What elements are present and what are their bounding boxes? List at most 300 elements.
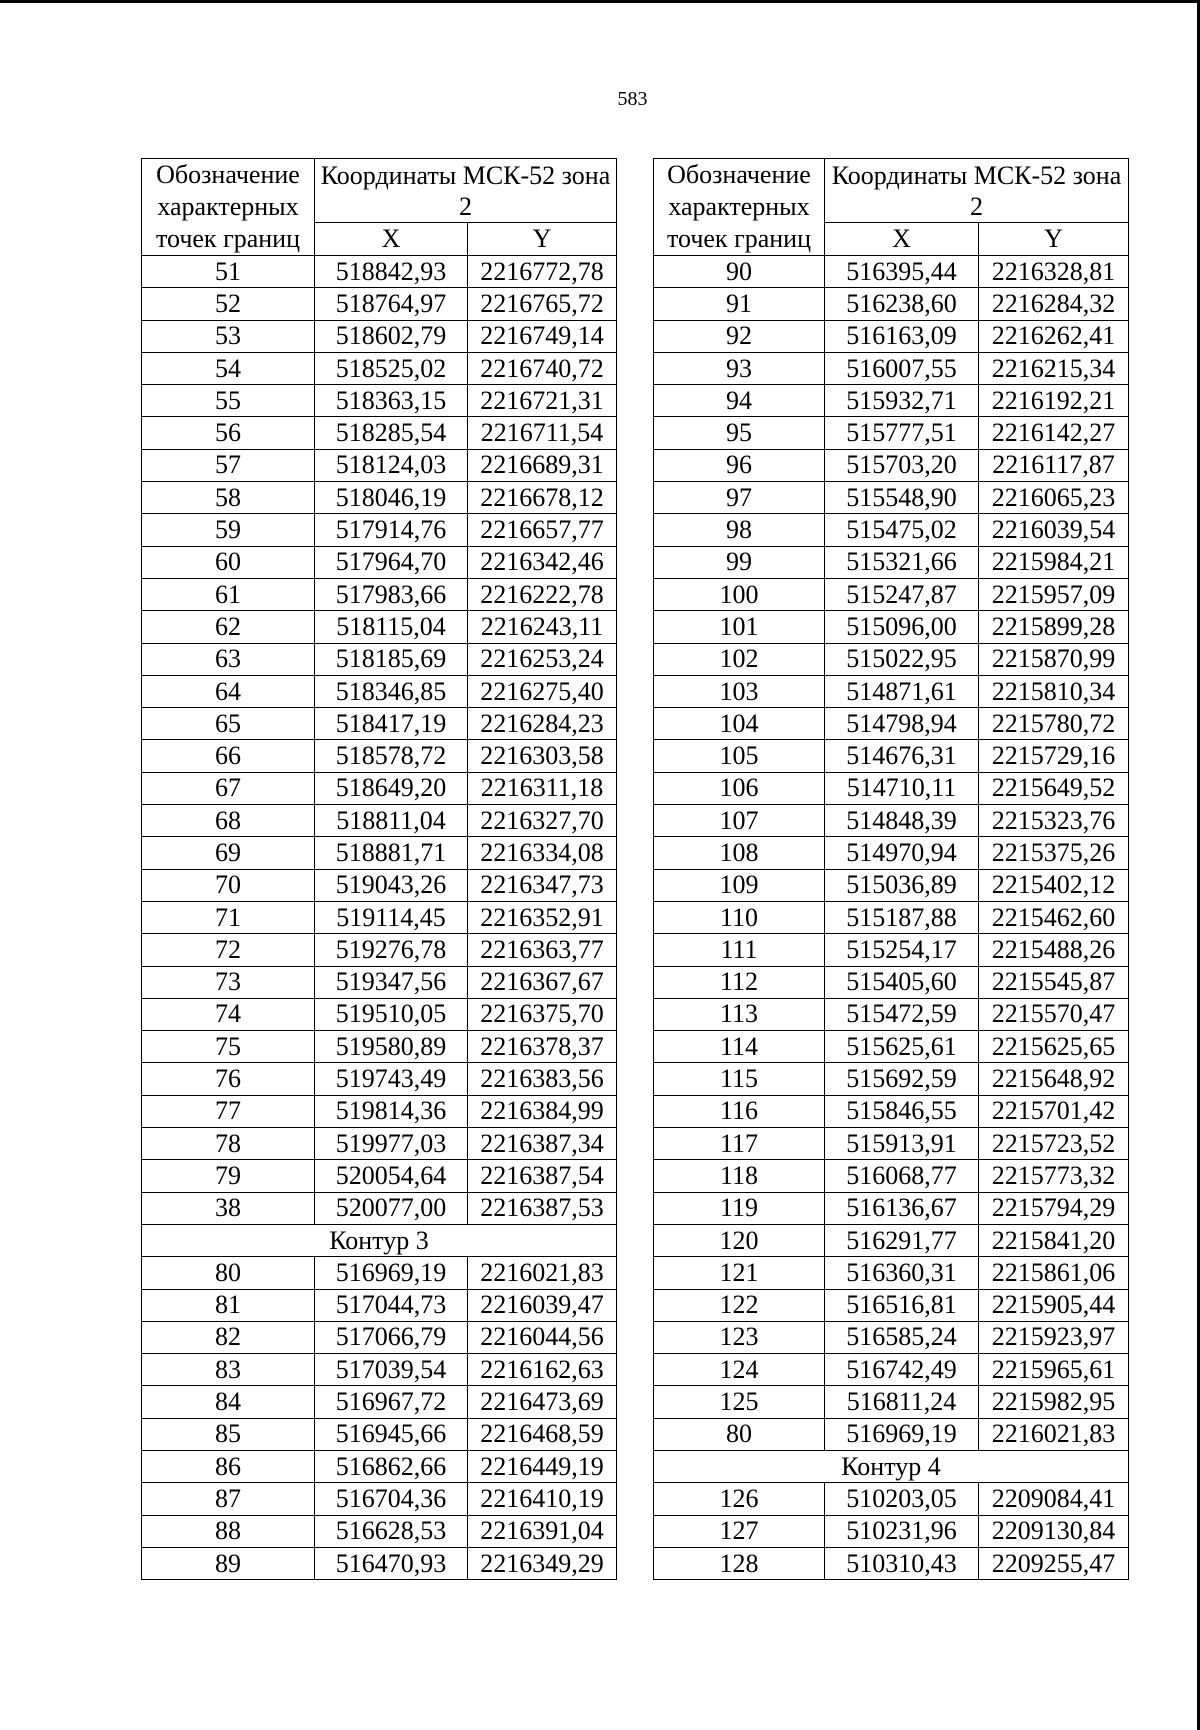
table-row xyxy=(654,1128,1129,1160)
x-cell: 515548,90 xyxy=(825,482,979,514)
y-cell: 2216468,59 xyxy=(468,1418,617,1450)
table-row xyxy=(142,320,617,352)
x-cell: 516969,19 xyxy=(315,1257,468,1289)
x-column-header: X xyxy=(315,223,468,256)
x-cell: 518124,03 xyxy=(315,449,468,481)
point-cell: 85 xyxy=(142,1418,315,1450)
y-cell: 2216328,81 xyxy=(979,256,1129,288)
x-cell: 515846,55 xyxy=(825,1095,979,1127)
point-cell: 86 xyxy=(142,1450,315,1482)
table-row xyxy=(142,352,617,384)
x-cell: 518417,19 xyxy=(315,708,468,740)
y-cell: 2216383,56 xyxy=(468,1063,617,1095)
point-cell: 104 xyxy=(654,708,825,740)
y-cell: 2216039,54 xyxy=(979,514,1129,546)
point-cell: 68 xyxy=(142,805,315,837)
section-row xyxy=(654,1450,1129,1482)
point-cell: 92 xyxy=(654,320,825,352)
x-cell: 518764,97 xyxy=(315,288,468,320)
point-cell: 84 xyxy=(142,1386,315,1418)
y-cell: 2216387,53 xyxy=(468,1192,617,1224)
table-row xyxy=(654,901,1129,933)
x-cell: 520054,64 xyxy=(315,1160,468,1192)
point-cell: 78 xyxy=(142,1128,315,1160)
y-cell: 2215923,97 xyxy=(979,1321,1129,1353)
y-cell: 2216349,29 xyxy=(468,1547,617,1579)
point-cell: 38 xyxy=(142,1192,315,1224)
x-cell: 514848,39 xyxy=(825,805,979,837)
point-cell: 115 xyxy=(654,1063,825,1095)
y-cell: 2216352,91 xyxy=(468,901,617,933)
x-cell: 516136,67 xyxy=(825,1192,979,1224)
y-cell: 2216262,41 xyxy=(979,320,1129,352)
point-cell: 112 xyxy=(654,966,825,998)
point-cell: 55 xyxy=(142,385,315,417)
point-cell: 91 xyxy=(654,288,825,320)
table-row xyxy=(654,675,1129,707)
point-cell: 119 xyxy=(654,1192,825,1224)
y-cell: 2215841,20 xyxy=(979,1224,1129,1256)
table-row xyxy=(142,1515,617,1547)
y-cell: 2215701,42 xyxy=(979,1095,1129,1127)
table-row xyxy=(142,385,617,417)
point-cell: 60 xyxy=(142,546,315,578)
y-cell: 2216243,11 xyxy=(468,611,617,643)
y-cell: 2215402,12 xyxy=(979,869,1129,901)
y-cell: 2216689,31 xyxy=(468,449,617,481)
x-cell: 516516,81 xyxy=(825,1289,979,1321)
y-cell: 2216387,34 xyxy=(468,1128,617,1160)
point-cell: 69 xyxy=(142,837,315,869)
table-row xyxy=(142,740,617,772)
x-cell: 515932,71 xyxy=(825,385,979,417)
y-cell: 2216253,24 xyxy=(468,643,617,675)
point-cell: 72 xyxy=(142,934,315,966)
x-cell: 516811,24 xyxy=(825,1386,979,1418)
y-cell: 2216721,31 xyxy=(468,385,617,417)
table-row xyxy=(142,1386,617,1418)
point-cell: 127 xyxy=(654,1515,825,1547)
y-cell: 2216192,21 xyxy=(979,385,1129,417)
table-row xyxy=(654,1257,1129,1289)
table-row xyxy=(142,256,617,288)
x-cell: 519977,03 xyxy=(315,1128,468,1160)
x-cell: 518185,69 xyxy=(315,643,468,675)
point-cell: 123 xyxy=(654,1321,825,1353)
point-cell: 117 xyxy=(654,1128,825,1160)
y-cell: 2215649,52 xyxy=(979,772,1129,804)
table-row xyxy=(142,1063,617,1095)
y-cell: 2215625,65 xyxy=(979,1031,1129,1063)
point-cell: 61 xyxy=(142,578,315,610)
table-row xyxy=(654,1515,1129,1547)
table-row xyxy=(654,1289,1129,1321)
point-cell: 87 xyxy=(142,1483,315,1515)
table-row xyxy=(654,740,1129,772)
point-cell: 100 xyxy=(654,578,825,610)
x-cell: 510310,43 xyxy=(825,1547,979,1579)
point-cell: 94 xyxy=(654,385,825,417)
table-row xyxy=(654,1192,1129,1224)
y-cell: 2216284,23 xyxy=(468,708,617,740)
y-column-header: Y xyxy=(979,223,1129,256)
x-cell: 516628,53 xyxy=(315,1515,468,1547)
table-row xyxy=(654,1063,1129,1095)
y-cell: 2216021,83 xyxy=(979,1418,1129,1450)
point-cell: 89 xyxy=(142,1547,315,1579)
table-row xyxy=(142,1289,617,1321)
x-cell: 514710,11 xyxy=(825,772,979,804)
table-row xyxy=(654,578,1129,610)
point-cell: 62 xyxy=(142,611,315,643)
point-cell: 93 xyxy=(654,352,825,384)
x-cell: 517914,76 xyxy=(315,514,468,546)
y-cell: 2215984,21 xyxy=(979,546,1129,578)
coords-column-header: Координаты МСК-52 зона 2 xyxy=(825,159,1129,223)
table-row xyxy=(654,869,1129,901)
y-cell: 2215488,26 xyxy=(979,934,1129,966)
y-cell: 2216142,27 xyxy=(979,417,1129,449)
table-body-left xyxy=(142,159,617,1580)
table-row xyxy=(654,1031,1129,1063)
x-cell: 520077,00 xyxy=(315,1192,468,1224)
y-cell: 2216065,23 xyxy=(979,482,1129,514)
point-cell: 80 xyxy=(142,1257,315,1289)
section-title: Контур 3 xyxy=(142,1224,617,1256)
x-cell: 519580,89 xyxy=(315,1031,468,1063)
x-cell: 518602,79 xyxy=(315,320,468,352)
point-cell: 58 xyxy=(142,482,315,514)
point-cell: 70 xyxy=(142,869,315,901)
table-row xyxy=(654,643,1129,675)
x-cell: 510231,96 xyxy=(825,1515,979,1547)
table-row xyxy=(142,998,617,1030)
x-cell: 516163,09 xyxy=(825,320,979,352)
x-cell: 517044,73 xyxy=(315,1289,468,1321)
x-cell: 514871,61 xyxy=(825,675,979,707)
x-cell: 519276,78 xyxy=(315,934,468,966)
y-cell: 2216334,08 xyxy=(468,837,617,869)
point-cell: 59 xyxy=(142,514,315,546)
table-row xyxy=(142,1547,617,1579)
x-cell: 515022,95 xyxy=(825,643,979,675)
table-row xyxy=(654,934,1129,966)
x-cell: 515036,89 xyxy=(825,869,979,901)
table-row xyxy=(654,837,1129,869)
table-row xyxy=(654,1418,1129,1450)
x-cell: 518649,20 xyxy=(315,772,468,804)
x-cell: 515913,91 xyxy=(825,1128,979,1160)
y-cell: 2216347,73 xyxy=(468,869,617,901)
y-cell: 2215729,16 xyxy=(979,740,1129,772)
y-cell: 2215899,28 xyxy=(979,611,1129,643)
y-cell: 2216363,77 xyxy=(468,934,617,966)
point-cell: 63 xyxy=(142,643,315,675)
table-row xyxy=(654,1547,1129,1579)
y-cell: 2215810,34 xyxy=(979,675,1129,707)
table-row xyxy=(654,449,1129,481)
point-cell: 52 xyxy=(142,288,315,320)
y-cell: 2215648,92 xyxy=(979,1063,1129,1095)
point-cell: 57 xyxy=(142,449,315,481)
y-cell: 2216275,40 xyxy=(468,675,617,707)
point-cell: 105 xyxy=(654,740,825,772)
y-cell: 2209255,47 xyxy=(979,1547,1129,1579)
point-cell: 121 xyxy=(654,1257,825,1289)
table-row xyxy=(654,772,1129,804)
table-row xyxy=(654,482,1129,514)
x-cell: 514798,94 xyxy=(825,708,979,740)
coords-column-header: Координаты МСК-52 зона 2 xyxy=(315,159,617,223)
point-cell: 75 xyxy=(142,1031,315,1063)
table-row xyxy=(654,1386,1129,1418)
y-cell: 2215323,76 xyxy=(979,805,1129,837)
x-cell: 518285,54 xyxy=(315,417,468,449)
table-row xyxy=(142,1483,617,1515)
x-cell: 518842,93 xyxy=(315,256,468,288)
table-row xyxy=(142,514,617,546)
point-cell: 67 xyxy=(142,772,315,804)
x-cell: 515692,59 xyxy=(825,1063,979,1095)
table-row xyxy=(142,482,617,514)
x-cell: 515475,02 xyxy=(825,514,979,546)
x-cell: 519510,05 xyxy=(315,998,468,1030)
y-cell: 2215982,95 xyxy=(979,1386,1129,1418)
y-cell: 2216367,67 xyxy=(468,966,617,998)
y-cell: 2216473,69 xyxy=(468,1386,617,1418)
y-cell: 2216657,77 xyxy=(468,514,617,546)
point-cell: 53 xyxy=(142,320,315,352)
point-cell: 56 xyxy=(142,417,315,449)
table-row xyxy=(654,1354,1129,1386)
table-row xyxy=(142,1128,617,1160)
table-row xyxy=(142,1321,617,1353)
y-cell: 2216391,04 xyxy=(468,1515,617,1547)
point-cell: 122 xyxy=(654,1289,825,1321)
y-column-header: Y xyxy=(468,223,617,256)
x-cell: 516862,66 xyxy=(315,1450,468,1482)
table-row xyxy=(142,1354,617,1386)
table-row xyxy=(654,1321,1129,1353)
point-cell: 74 xyxy=(142,998,315,1030)
x-cell: 515321,66 xyxy=(825,546,979,578)
y-cell: 2216740,72 xyxy=(468,352,617,384)
point-cell: 102 xyxy=(654,643,825,675)
table-body-right xyxy=(654,159,1129,1580)
scan-border-top xyxy=(0,0,1200,3)
x-cell: 519114,45 xyxy=(315,901,468,933)
point-cell: 96 xyxy=(654,449,825,481)
x-cell: 519043,26 xyxy=(315,869,468,901)
point-cell: 120 xyxy=(654,1224,825,1256)
x-cell: 515096,00 xyxy=(825,611,979,643)
y-cell: 2216117,87 xyxy=(979,449,1129,481)
table-row xyxy=(654,288,1129,320)
point-cell: 103 xyxy=(654,675,825,707)
x-cell: 515254,17 xyxy=(825,934,979,966)
point-cell: 124 xyxy=(654,1354,825,1386)
table-row xyxy=(142,934,617,966)
point-cell: 118 xyxy=(654,1160,825,1192)
section-title: Контур 4 xyxy=(654,1450,1129,1482)
table-row xyxy=(654,708,1129,740)
point-cell: 98 xyxy=(654,514,825,546)
x-cell: 515777,51 xyxy=(825,417,979,449)
y-cell: 2215905,44 xyxy=(979,1289,1129,1321)
table-row xyxy=(142,966,617,998)
x-cell: 515247,87 xyxy=(825,578,979,610)
point-cell: 109 xyxy=(654,869,825,901)
point-cell: 65 xyxy=(142,708,315,740)
y-cell: 2216772,78 xyxy=(468,256,617,288)
y-cell: 2216327,70 xyxy=(468,805,617,837)
x-cell: 515703,20 xyxy=(825,449,979,481)
x-cell: 518346,85 xyxy=(315,675,468,707)
point-cell: 99 xyxy=(654,546,825,578)
table-row xyxy=(142,288,617,320)
y-cell: 2215861,06 xyxy=(979,1257,1129,1289)
x-cell: 518811,04 xyxy=(315,805,468,837)
y-cell: 2209084,41 xyxy=(979,1483,1129,1515)
x-cell: 516704,36 xyxy=(315,1483,468,1515)
table-row xyxy=(654,320,1129,352)
x-cell: 517039,54 xyxy=(315,1354,468,1386)
table-row xyxy=(654,385,1129,417)
x-cell: 516238,60 xyxy=(825,288,979,320)
y-cell: 2215794,29 xyxy=(979,1192,1129,1224)
point-cell: 126 xyxy=(654,1483,825,1515)
coordinates-table-right xyxy=(653,158,1129,1580)
point-cell: 66 xyxy=(142,740,315,772)
x-cell: 516742,49 xyxy=(825,1354,979,1386)
table-row xyxy=(142,869,617,901)
y-cell: 2216303,58 xyxy=(468,740,617,772)
x-cell: 514970,94 xyxy=(825,837,979,869)
header-row xyxy=(654,159,1129,223)
table-row xyxy=(142,611,617,643)
table-row xyxy=(654,611,1129,643)
x-cell: 518046,19 xyxy=(315,482,468,514)
y-cell: 2215462,60 xyxy=(979,901,1129,933)
table-row xyxy=(654,966,1129,998)
table-row xyxy=(654,256,1129,288)
x-cell: 516585,24 xyxy=(825,1321,979,1353)
y-cell: 2216449,19 xyxy=(468,1450,617,1482)
table-row xyxy=(654,546,1129,578)
table-row xyxy=(142,1450,617,1482)
table-row xyxy=(142,772,617,804)
x-cell: 510203,05 xyxy=(825,1483,979,1515)
table-row xyxy=(142,805,617,837)
coordinates-table-left xyxy=(141,158,617,1580)
point-cell: 97 xyxy=(654,482,825,514)
x-cell: 516470,93 xyxy=(315,1547,468,1579)
x-column-header: X xyxy=(825,223,979,256)
x-cell: 518881,71 xyxy=(315,837,468,869)
x-cell: 516360,31 xyxy=(825,1257,979,1289)
page-number: 583 xyxy=(617,88,648,110)
y-cell: 2216311,18 xyxy=(468,772,617,804)
y-cell: 2216044,56 xyxy=(468,1321,617,1353)
x-cell: 518115,04 xyxy=(315,611,468,643)
y-cell: 2215570,47 xyxy=(979,998,1129,1030)
point-cell: 95 xyxy=(654,417,825,449)
y-cell: 2215870,99 xyxy=(979,643,1129,675)
x-cell: 518525,02 xyxy=(315,352,468,384)
point-cell: 64 xyxy=(142,675,315,707)
point-cell: 125 xyxy=(654,1386,825,1418)
x-cell: 515405,60 xyxy=(825,966,979,998)
x-cell: 517983,66 xyxy=(315,578,468,610)
point-cell: 101 xyxy=(654,611,825,643)
table-row xyxy=(654,998,1129,1030)
point-cell: 83 xyxy=(142,1354,315,1386)
point-cell: 110 xyxy=(654,901,825,933)
table-row xyxy=(142,1160,617,1192)
point-cell: 114 xyxy=(654,1031,825,1063)
table-row xyxy=(142,708,617,740)
x-cell: 516291,77 xyxy=(825,1224,979,1256)
point-cell: 77 xyxy=(142,1095,315,1127)
point-cell: 80 xyxy=(654,1418,825,1450)
point-cell: 90 xyxy=(654,256,825,288)
table-row xyxy=(142,578,617,610)
table-row xyxy=(142,1031,617,1063)
x-cell: 519814,36 xyxy=(315,1095,468,1127)
section-row xyxy=(142,1224,617,1256)
point-cell: 107 xyxy=(654,805,825,837)
y-cell: 2215773,32 xyxy=(979,1160,1129,1192)
x-cell: 517066,79 xyxy=(315,1321,468,1353)
y-cell: 2216162,63 xyxy=(468,1354,617,1386)
point-cell: 113 xyxy=(654,998,825,1030)
table-row xyxy=(654,1160,1129,1192)
table-row xyxy=(142,1418,617,1450)
table-row xyxy=(142,1095,617,1127)
table-row xyxy=(654,805,1129,837)
x-cell: 518363,15 xyxy=(315,385,468,417)
y-cell: 2216284,32 xyxy=(979,288,1129,320)
x-cell: 516395,44 xyxy=(825,256,979,288)
y-cell: 2216021,83 xyxy=(468,1257,617,1289)
header-row xyxy=(142,159,617,223)
table-row xyxy=(654,417,1129,449)
table-row xyxy=(142,901,617,933)
point-cell: 54 xyxy=(142,352,315,384)
table-row xyxy=(654,1224,1129,1256)
point-cell: 128 xyxy=(654,1547,825,1579)
point-cell: 79 xyxy=(142,1160,315,1192)
y-cell: 2215545,87 xyxy=(979,966,1129,998)
x-cell: 516945,66 xyxy=(315,1418,468,1450)
y-cell: 2216678,12 xyxy=(468,482,617,514)
y-cell: 2216387,54 xyxy=(468,1160,617,1192)
point-cell: 76 xyxy=(142,1063,315,1095)
y-cell: 2216342,46 xyxy=(468,546,617,578)
point-cell: 88 xyxy=(142,1515,315,1547)
table-row xyxy=(654,1483,1129,1515)
y-cell: 2216410,19 xyxy=(468,1483,617,1515)
table-row xyxy=(654,514,1129,546)
x-cell: 516969,19 xyxy=(825,1418,979,1450)
y-cell: 2216384,99 xyxy=(468,1095,617,1127)
y-cell: 2216765,72 xyxy=(468,288,617,320)
y-cell: 2215723,52 xyxy=(979,1128,1129,1160)
point-cell: 108 xyxy=(654,837,825,869)
point-cell: 73 xyxy=(142,966,315,998)
x-cell: 515187,88 xyxy=(825,901,979,933)
table-row xyxy=(142,837,617,869)
